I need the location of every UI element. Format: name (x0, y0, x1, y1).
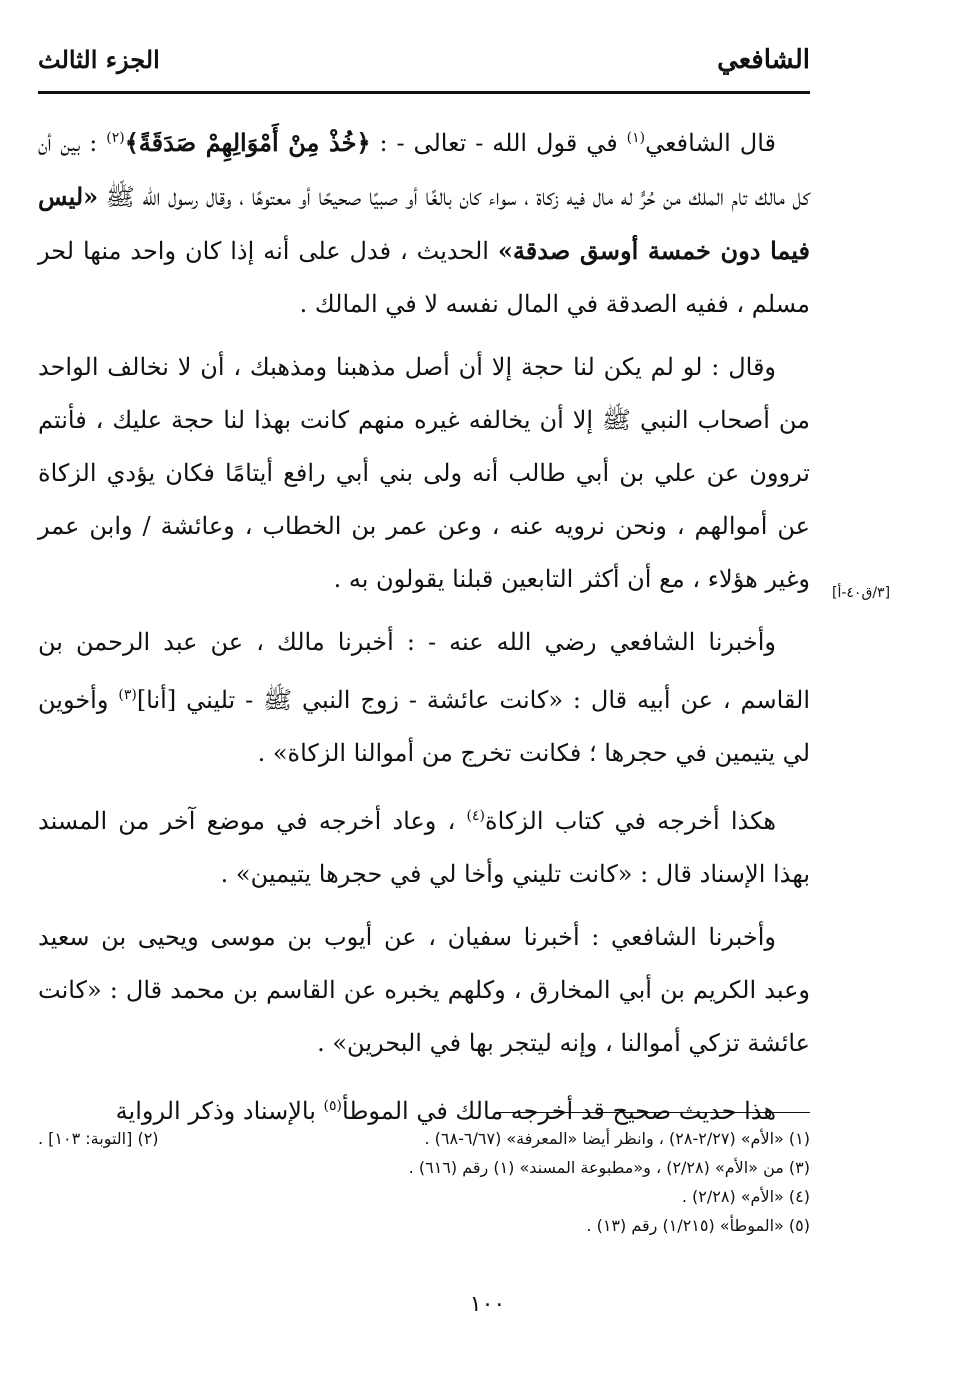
p6-text-b: بالإسناد وذكر الرواية (115, 1097, 324, 1125)
header-book-title: الشافعي (717, 45, 810, 75)
running-header (38, 45, 810, 89)
footnote-ref-1: (١) (626, 130, 646, 146)
footnote-4: (٤) «الأم» (٢/٢٨) . (681, 1187, 810, 1206)
footnotes (38, 1124, 810, 1240)
quran-verse: ﴿خُذْ مِنْ أَمْوَالِهِمْ صَدَقَةً﴾ (124, 128, 371, 157)
p6-text-a: هذا حديث صحيح قد أخرجه مالك في الموطأ (342, 1097, 776, 1125)
footnote-ref-2: (٢) (106, 130, 125, 146)
footnote-ref-5: (٥) (323, 1098, 343, 1114)
footnote-2: (٢) [التوبة: ١٠٣] . (38, 1129, 159, 1148)
header-rule (38, 91, 810, 94)
page-number: ١٠٠ (469, 1292, 506, 1317)
p1-before: قال الشافعي (645, 129, 776, 157)
p1-mid: في قول الله - تعالى - : (370, 129, 627, 157)
paragraph-5 (38, 911, 810, 1070)
p3-text-a: وأخبرنا الشافعي رضي الله عنه - : أخبرنا مالك ، عن عبد الرحمن بن القاسم ، عن أبيه قال : «كانت عائشة - زوج النبي ﷺ - تليني [أنا] (38, 628, 811, 714)
footnote-line (38, 1124, 810, 1153)
footnote-1: (١) «الأم» (٢/٢٧-٢٨) ، وانظر أيضا «المعرفة» (٦/٦٧-٦٨) . (424, 1129, 810, 1148)
footnote-3: (٣) من «الأم» (٢/٢٨) ، و«مطبوعة المسند» (١) رقم (٦١٦) . (408, 1158, 810, 1177)
paragraph-4 (38, 790, 810, 901)
footnote-line (38, 1211, 810, 1240)
p5-text: وأخبرنا الشافعي : أخبرنا سفيان ، عن أيوب بن موسى ويحيى بن سعيد وعبد الكريم بن أبي المخارق ، وكلهم يخبره عن القاسم بن محمد قال : «كانت عائشة تزكي أموالنا ، وإنه ليتجر بها في البحرين» . (38, 923, 810, 1057)
p3-text-b: وأخوين لي يتيمين في حجرها ؛ فكانت تخرج من أموالنا الزكاة» . (38, 686, 810, 767)
footnote-rule (498, 1112, 810, 1113)
p1-after: : بين أن كل مالك تام الملك من حُرٍّ له مال فيه زكاة ، سواء كان بالغًا أو صبيًا صحيحًا أو معتوهًا ، وقال رسول الله ﷺ (38, 129, 810, 211)
footnote-5: (٥) «الموطأ» (١/٢١٥) رقم (١٣) . (586, 1216, 810, 1235)
p4-text-b: ، وعاد أخرجه في موضع آخر من المسند بهذا الإسناد قال : «كانت تليني وأخا لي في حجرها يتيمين» . (38, 807, 810, 888)
footnote-ref-4: (٤) (466, 808, 485, 824)
paragraph-3 (38, 616, 810, 780)
hadith-quote: «ليس فيما دون خمسة أوسق صدقة» (38, 182, 810, 265)
manuscript-folio-marker: [٣/ق٤٠-أ] (832, 585, 891, 601)
paragraph-2 (38, 341, 810, 606)
p4-text-a: هكذا أخرجه في كتاب الزكاة (485, 807, 776, 835)
paragraph-1 (38, 112, 810, 331)
footnote-line (38, 1153, 810, 1182)
p2-text: وقال : لو لم يكن لنا حجة إلا أن أصل مذهبنا ومذهبك ، أن لا نخالف الواحد من أصحاب النبي ﷺ إلا أن يخالفه غيره منهم كانت بهذا لنا حجة عليك ، فأنتم تروون عن علي بن أبي طالب أنه ولى بني أبي رافع أيتامًا فكان يؤدي الزكاة عن أموالهم ، ونحن نرويه عنه ، وعن عمر بن الخطاب ، وعائشة / وابن عمر وغير هؤلاء ، مع أن أكثر التابعين قبلنا يقولون به . (38, 353, 811, 593)
header-volume-title: الجزء الثالث (38, 45, 160, 74)
p1-tail: الحديث ، فدل على أنه إذا كان واحد منها لحر مسلم ، ففيه الصدقة في المال نفسه لا في المالك . (38, 237, 810, 318)
footnote-line (38, 1182, 810, 1211)
footnote-ref-3: (٣) (118, 687, 137, 703)
main-text (38, 112, 810, 1148)
